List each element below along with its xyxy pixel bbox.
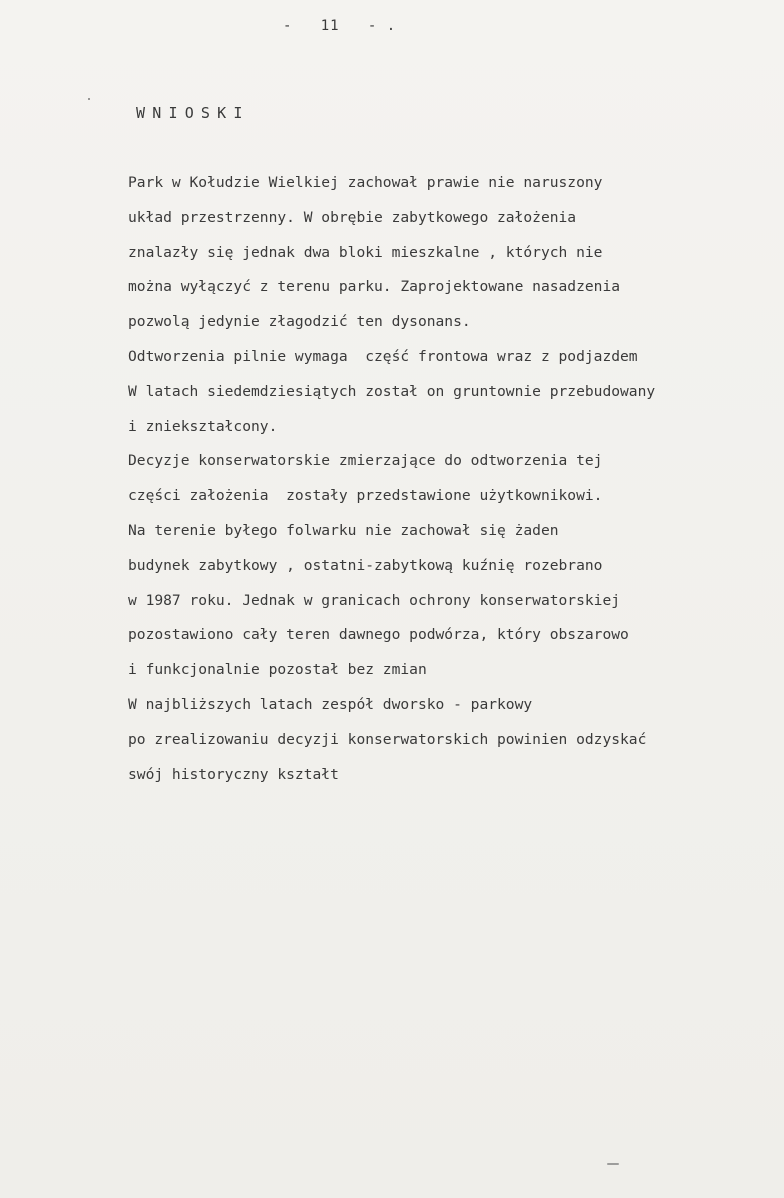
text-line: i zniekształcony. [128, 417, 278, 435]
text-line: układ przestrzenny. W obrębie zabytkowego założenia [128, 208, 577, 226]
text-line: pozostawiono cały teren dawnego podwórza, który obszarowo [128, 626, 629, 644]
section-heading: WNIOSKI [136, 104, 250, 122]
text-line: pozwolą jedynie złagodzić ten dysonans. [128, 313, 471, 331]
text-line: Odtworzenia pilnie wymaga część frontowa wraz z podjazdem [128, 347, 638, 365]
body-paragraph [128, 166, 768, 792]
text-line: swój historyczny kształt [128, 765, 339, 783]
text-line: w 1987 roku. Jednak w granicach ochrony konserwatorskiej [128, 591, 621, 609]
text-line: Park w Kołudzie Wielkiej zachował prawie nie naruszony [128, 174, 603, 191]
paper-speck [88, 98, 90, 100]
text-line: znalazły się jednak dwa bloki mieszkalne , których nie [128, 243, 603, 261]
text-line: Decyzje konserwatorskie zmierzające do odtworzenia tej [128, 452, 603, 470]
text-line: części założenia zostały przedstawione użytkownikowi. [128, 487, 603, 505]
text-line: po zrealizowaniu decyzji konserwatorskich powinien odzyskać [128, 730, 647, 748]
text-line: Na terenie byłego folwarku nie zachował się żaden [128, 521, 559, 539]
text-line: można wyłączyć z terenu parku. Zaprojektowane nasadzenia [128, 278, 621, 296]
text-line: W latach siedemdziesiątych został on gruntownie przebudowany [128, 382, 656, 400]
text-line: budynek zabytkowy , ostatni-zabytkową kuźnię rozebrano [128, 556, 603, 574]
text-line: W najbliższych latach zespół dworsko - parkowy [128, 695, 533, 713]
page-number: - 11 - . [283, 18, 397, 34]
text-line: i funkcjonalnie pozostał bez zmian [128, 661, 427, 679]
paper-speck [607, 1163, 619, 1165]
